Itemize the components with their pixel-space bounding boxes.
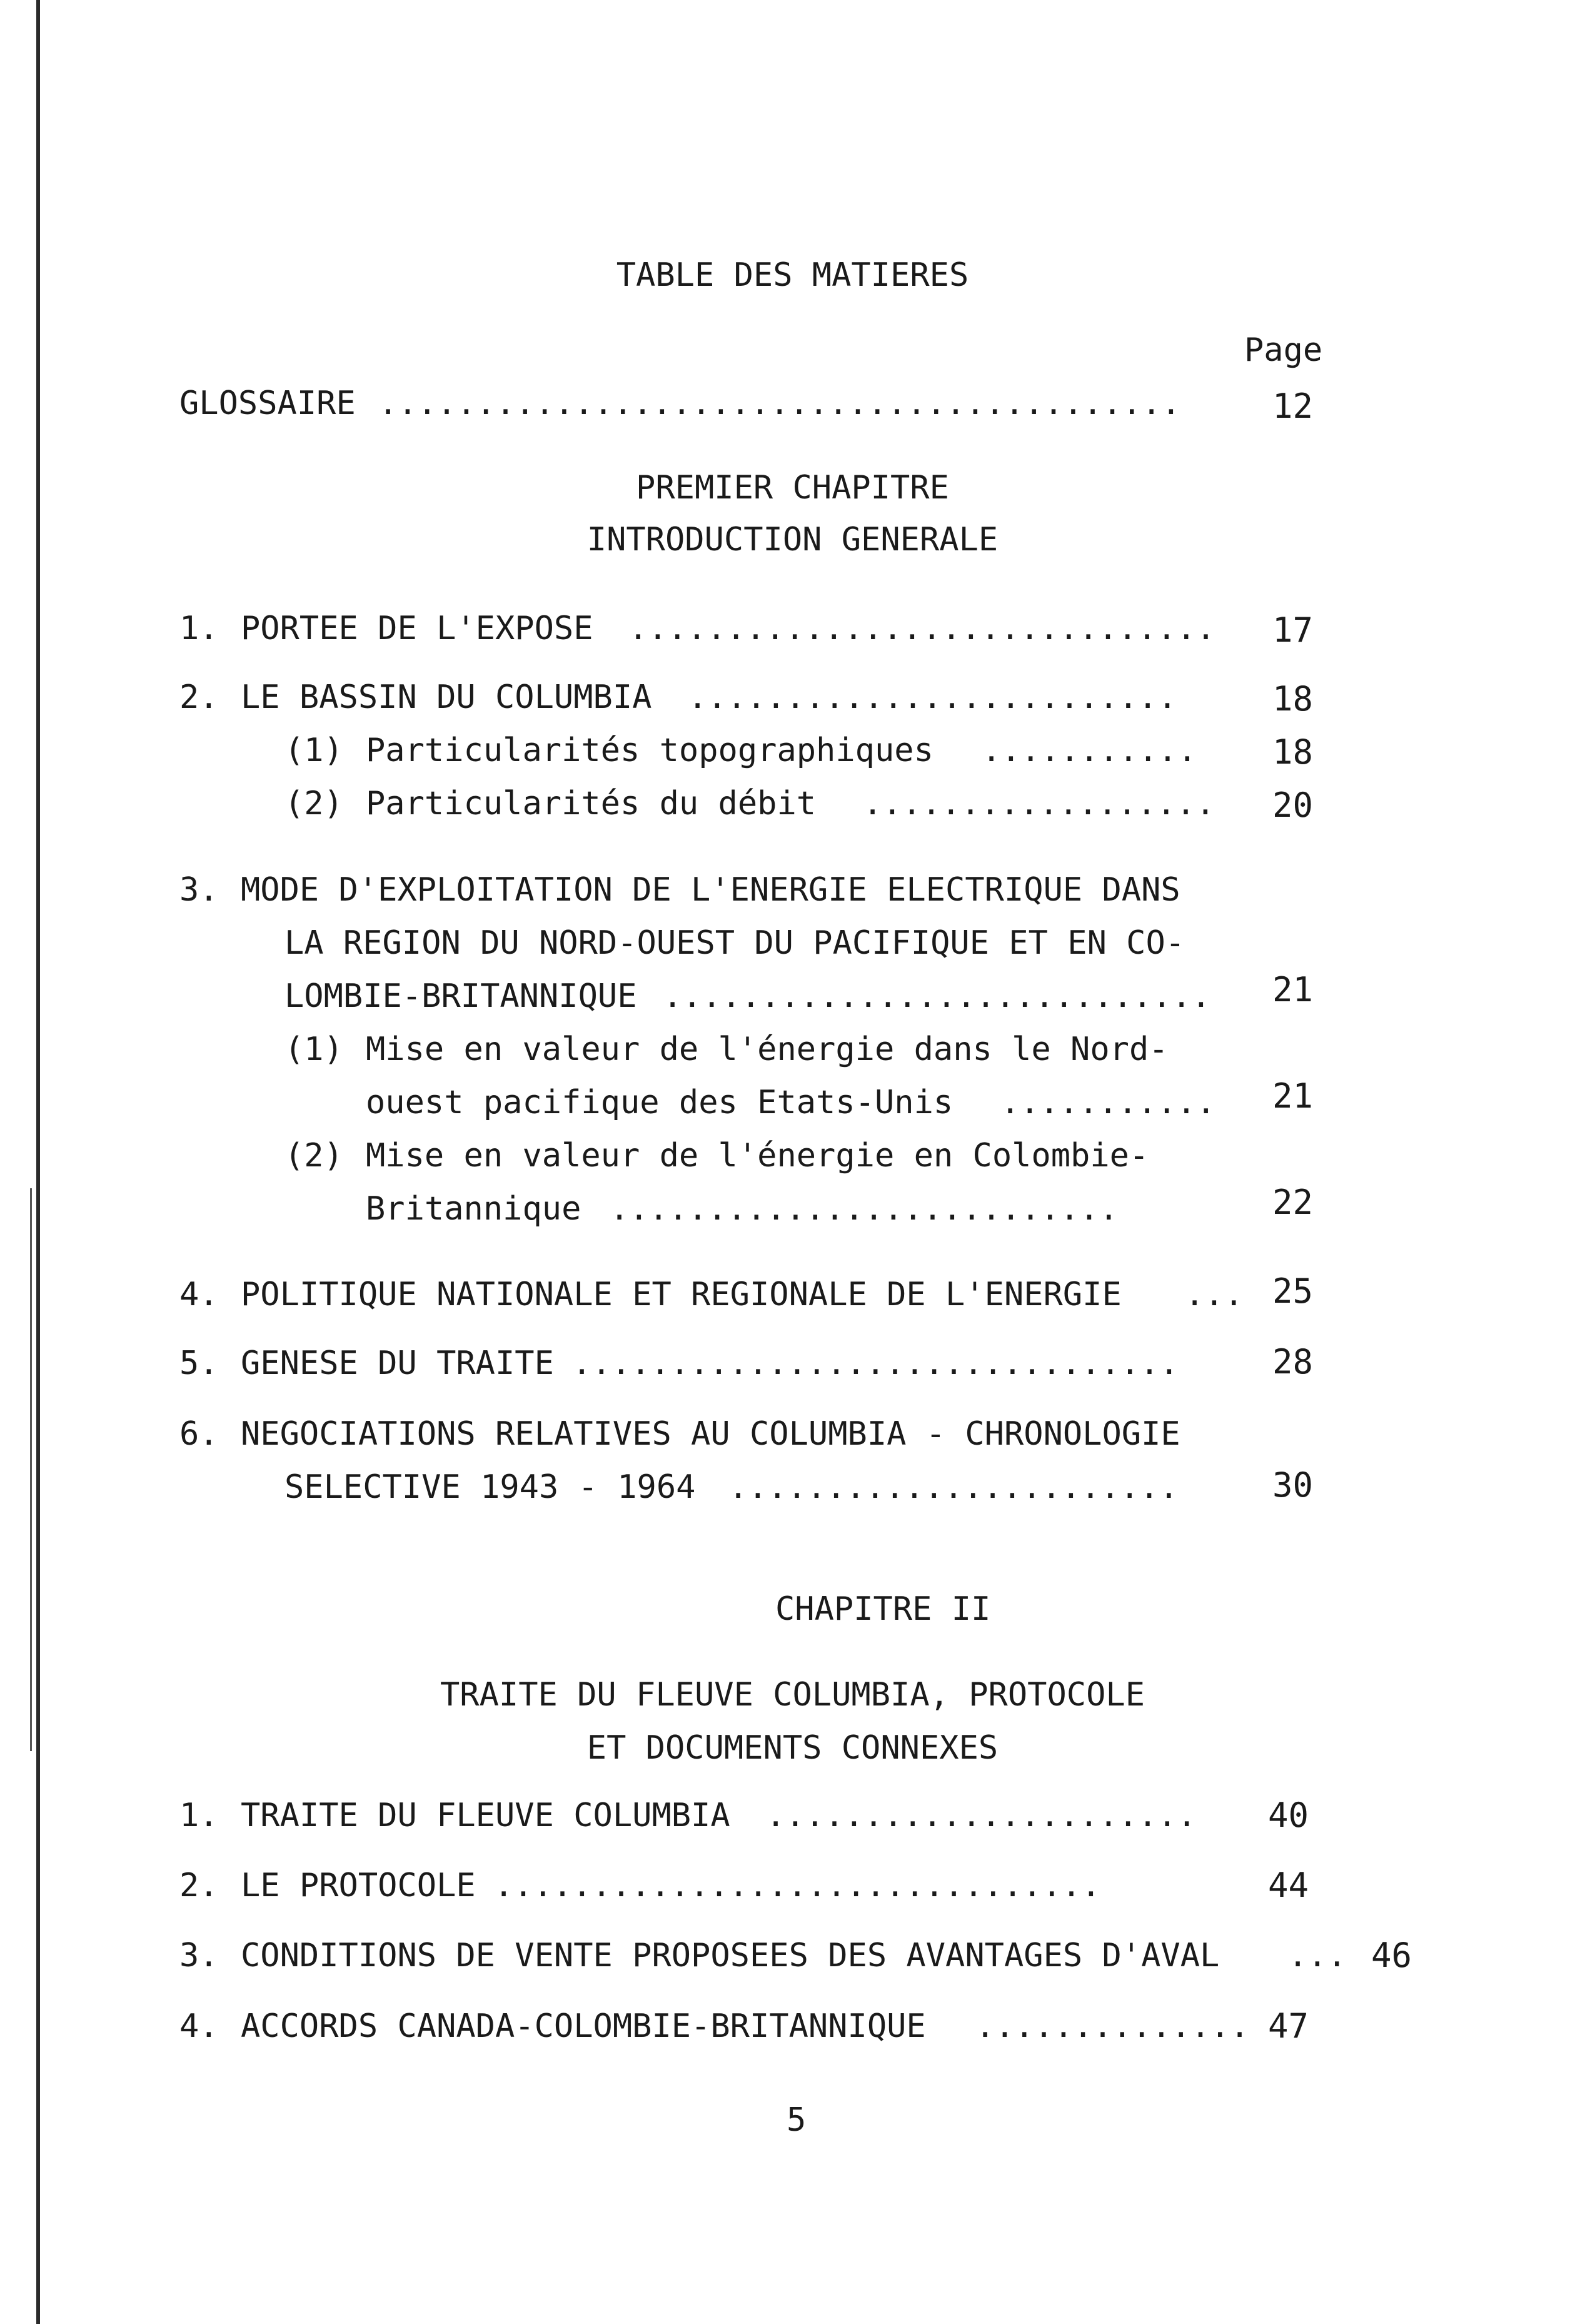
entry-number: 1.: [179, 610, 219, 647]
chapter-subheading: INTRODUCTION GENERALE: [586, 521, 999, 558]
entry-label: PORTEE DE L'EXPOSE: [241, 610, 593, 647]
entry-label: Particularités topographiques: [366, 732, 933, 769]
entry-label: GENESE DU TRAITE: [241, 1345, 554, 1382]
entry-page: 47: [1268, 2006, 1309, 2046]
entry-page: 17: [1272, 610, 1314, 650]
entry-page: 21: [1272, 1076, 1314, 1116]
chapter-heading: CHAPITRE II: [775, 1590, 991, 1628]
entry-number: (2): [284, 1137, 343, 1175]
entry-label-line2: ouest pacifique des Etats-Unis: [366, 1084, 954, 1121]
entry-label: POLITIQUE NATIONALE ET REGIONALE DE L'ENERGIE: [241, 1276, 1122, 1313]
dot-leader: ..............................: [628, 610, 1216, 647]
entry-page: 22: [1272, 1183, 1314, 1222]
entry-page: 21: [1272, 970, 1314, 1009]
dot-leader: .........................: [688, 679, 1177, 716]
entry-label: ACCORDS CANADA-COLOMBIE-BRITANNIQUE: [241, 2008, 926, 2045]
page-binding-edge-secondary: [30, 1188, 32, 1751]
entry-number: 3.: [179, 871, 219, 909]
entry-label-line1: MODE D'EXPLOITATION DE L'ENERGIE ELECTRIQUE DANS: [241, 871, 1180, 909]
page-column-header: Page: [1244, 331, 1323, 369]
entry-number: 4.: [179, 1276, 219, 1313]
entry-label: TRAITE DU FLEUVE COLUMBIA: [241, 1797, 730, 1834]
entry-label: Particularités du débit: [366, 785, 817, 822]
dot-leader: ..........................: [610, 1190, 1119, 1228]
dot-leader: ...: [1185, 1276, 1244, 1313]
entry-label-line1: Mise en valeur de l'énergie en Colombie-: [366, 1137, 1149, 1175]
dot-leader: ...............................: [572, 1345, 1179, 1382]
dot-leader: .......................: [728, 1468, 1179, 1506]
entry-label-line3: LOMBIE-BRITANNIQUE: [284, 978, 637, 1015]
dot-leader: ......................: [766, 1797, 1197, 1834]
dot-leader: ..............: [975, 2008, 1250, 2045]
dot-leader: ...: [1288, 1937, 1347, 1974]
entry-label: LE BASSIN DU COLUMBIA: [241, 679, 652, 716]
dot-leader: .........................................: [378, 385, 1181, 422]
dot-leader: ...........: [1000, 1084, 1216, 1121]
entry-number: 2.: [179, 1867, 219, 1904]
entry-label-line1: NEGOCIATIONS RELATIVES AU COLUMBIA - CHRONOLOGIE: [241, 1415, 1180, 1453]
entry-label-line2: LA REGION DU NORD-OUEST DU PACIFIQUE ET EN CO-: [284, 924, 1185, 962]
entry-page: 20: [1272, 786, 1314, 825]
entry-label: GLOSSAIRE: [179, 385, 356, 422]
page-binding-edge: [36, 0, 40, 2324]
entry-label: LE PROTOCOLE: [241, 1867, 476, 1904]
entry-page: 30: [1272, 1465, 1314, 1505]
dot-leader: ..................: [863, 785, 1215, 822]
chapter-subheading: ET DOCUMENTS CONNEXES: [586, 1729, 999, 1767]
entry-page: 18: [1272, 732, 1314, 772]
chapter-heading: PREMIER CHAPITRE: [636, 469, 949, 507]
entry-page: 46: [1371, 1936, 1412, 1975]
entry-number: 1.: [179, 1797, 219, 1834]
entry-number: 5.: [179, 1345, 219, 1382]
entry-number: 4.: [179, 2008, 219, 2045]
entry-page: 28: [1272, 1342, 1314, 1382]
entry-page: 25: [1272, 1271, 1314, 1311]
page-number: 5: [787, 2101, 807, 2139]
entry-number: (1): [284, 1031, 343, 1068]
entry-page: 44: [1268, 1866, 1309, 1905]
entry-number: 2.: [179, 679, 219, 716]
entry-label-line1: Mise en valeur de l'énergie dans le Nord-: [366, 1031, 1169, 1068]
dot-leader: ...........: [982, 732, 1197, 769]
toc-title: TABLE DES MATIERES: [616, 256, 969, 294]
entry-number: (1): [284, 732, 343, 769]
entry-number: 3.: [179, 1937, 219, 1974]
entry-page: 40: [1268, 1796, 1309, 1835]
entry-label-line2: SELECTIVE 1943 - 1964: [284, 1468, 696, 1506]
entry-number: 6.: [179, 1415, 219, 1453]
entry-label: CONDITIONS DE VENTE PROPOSEES DES AVANTAGES D'AVAL: [241, 1937, 1220, 1974]
entry-label-line2: Britannique: [366, 1190, 581, 1228]
entry-page: 18: [1272, 679, 1314, 719]
entry-page: 12: [1272, 386, 1314, 426]
dot-leader: ...............................: [494, 1867, 1101, 1904]
dot-leader: ............................: [663, 978, 1211, 1015]
entry-number: (2): [284, 785, 343, 822]
chapter-subheading: TRAITE DU FLEUVE COLUMBIA, PROTOCOLE: [440, 1676, 1145, 1714]
